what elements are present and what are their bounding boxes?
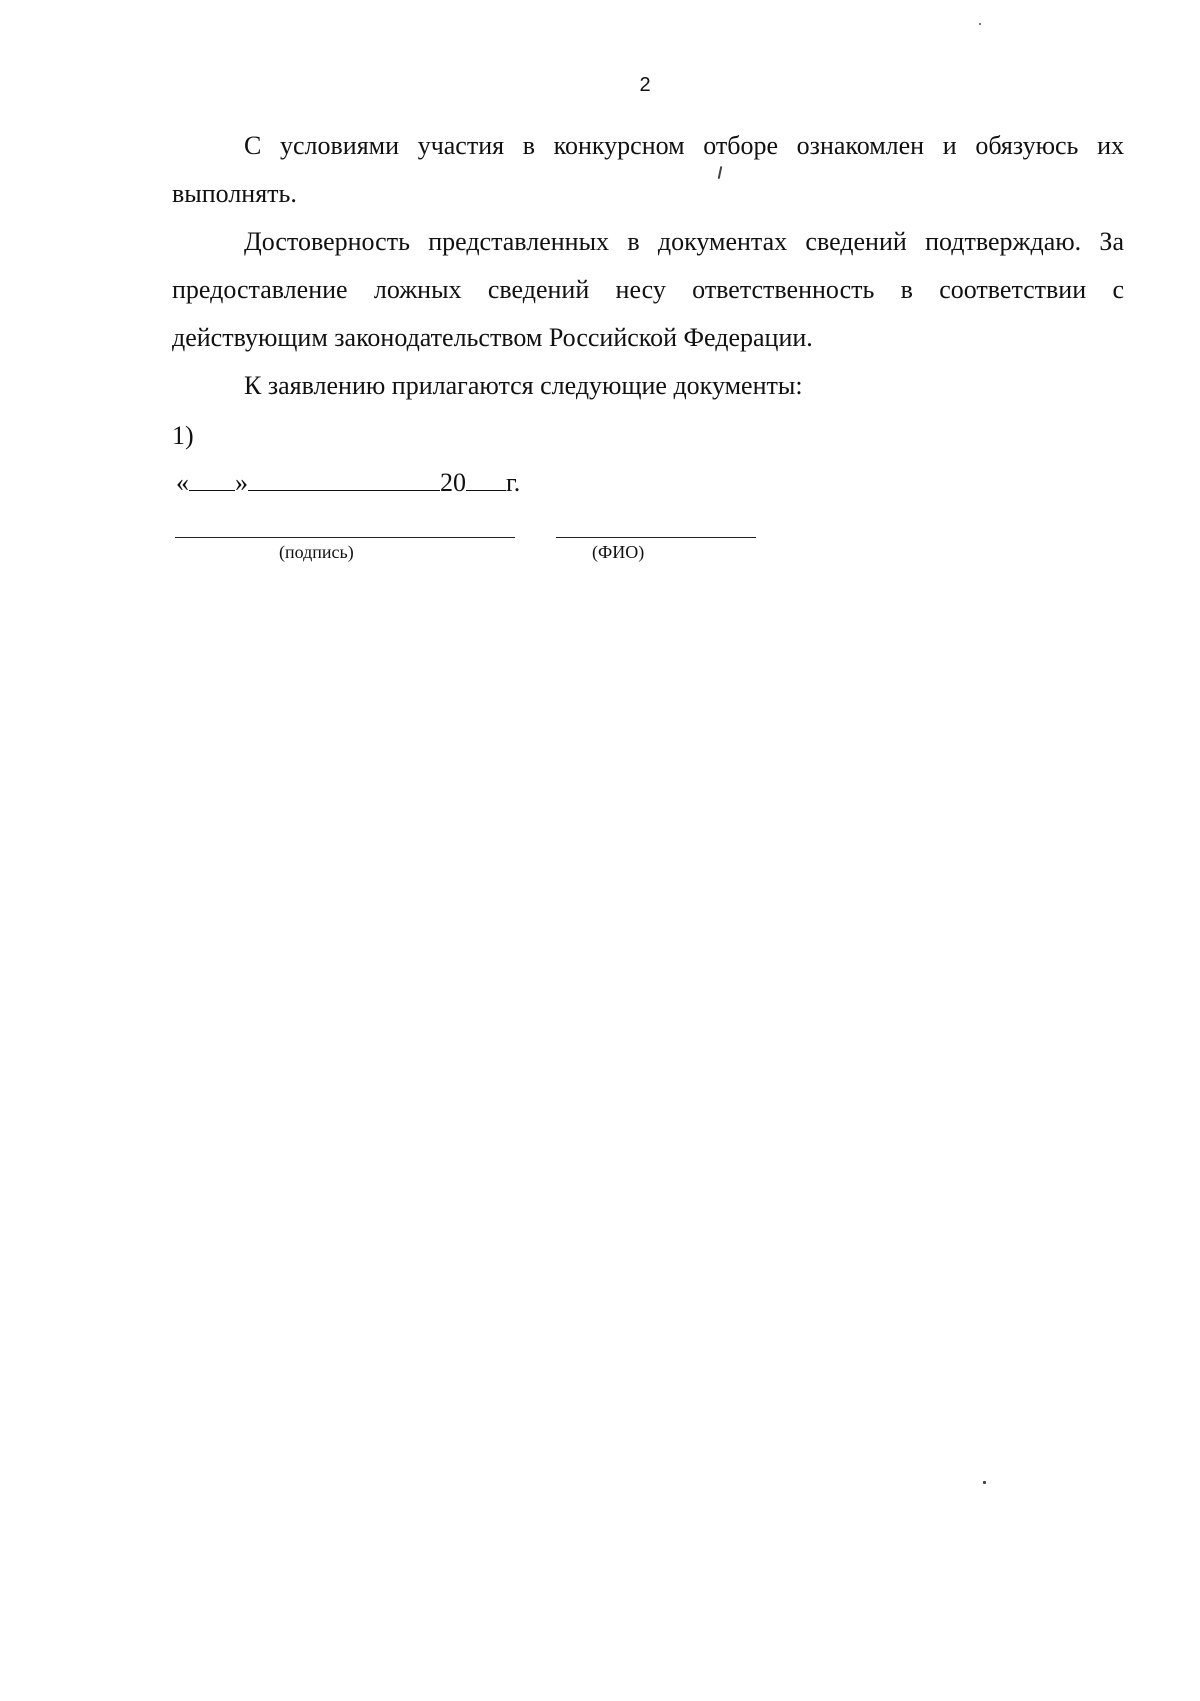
paragraph-conditions: С условиями участия в конкурсном отборе ознакомлен и обязуюсь их выполнять. <box>172 131 1124 208</box>
date-open-quote: « <box>176 468 189 497</box>
year-suffix: г. <box>506 468 521 497</box>
signature-caption: (подпись) <box>279 542 354 562</box>
paragraph-attachments-intro: К заявлению прилагаются следующие документы: <box>244 371 803 400</box>
year-prefix: 20 <box>440 468 466 497</box>
paragraph-reliability: Достоверность представленных в документах сведений подтверждаю. За предоставление ложных сведений несу ответственность в соответствии с действующим законодательством Российской Федерации. <box>172 227 1124 352</box>
page-number: 2 <box>639 74 651 96</box>
attachment-item-1: 1) <box>172 421 194 450</box>
day-blank <box>189 466 235 491</box>
scan-speck <box>983 1481 986 1484</box>
signature-line <box>175 537 515 538</box>
date-close-quote: » <box>235 468 248 497</box>
fio-caption: (ФИО) <box>592 542 645 562</box>
fio-line <box>556 537 756 538</box>
date-line <box>176 466 520 500</box>
scan-speck <box>979 23 981 25</box>
year-blank <box>466 466 506 491</box>
month-blank <box>248 466 440 491</box>
